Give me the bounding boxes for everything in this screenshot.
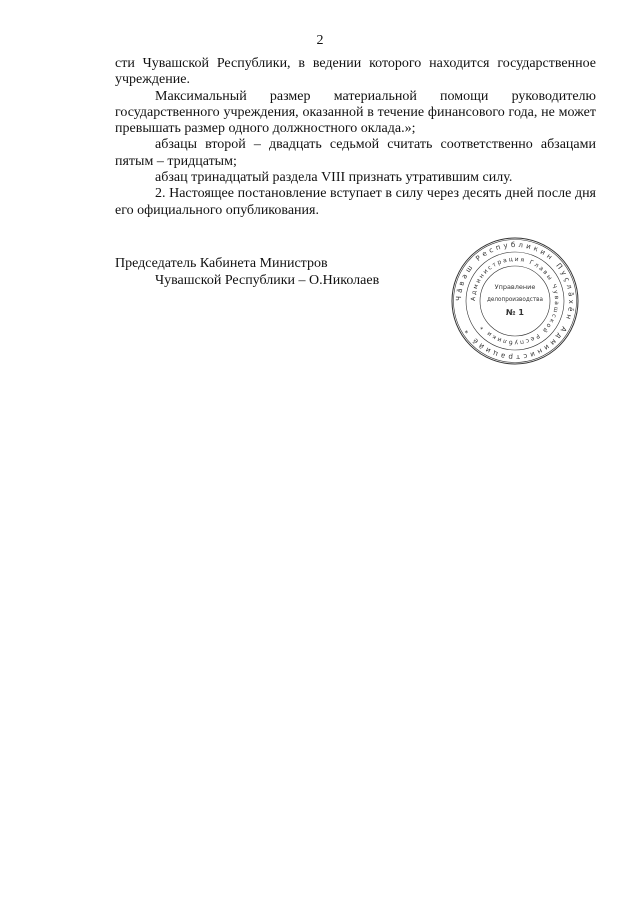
signature-title: Председатель Кабинета Министров	[115, 256, 328, 271]
paragraph: 2. Настоящее постановление вступает в силу через десять дней после дня его официального опубликования.	[115, 186, 596, 218]
paragraph: абзац тринадцатый раздела VIII признать утратившим силу.	[155, 170, 513, 186]
document-body	[115, 56, 596, 219]
stamp-inner-text: Администрация Главы Чувашской Республики *	[469, 255, 561, 347]
paragraph: сти Чувашской Республики, в ведении которого находится государственное учреждение.	[115, 56, 596, 88]
signature-name: Чувашской Республики – О.Николаев	[155, 273, 380, 288]
page-number: 2	[316, 33, 324, 48]
official-stamp	[450, 236, 580, 366]
stamp-center-line2: делопроизводства	[487, 296, 544, 303]
stamp-center-line3: № 1	[506, 308, 524, 317]
paragraph: абзацы второй – двадцать седьмой считать соответственно абзацами пятым – тридцатым;	[115, 137, 596, 169]
stamp-outer-text: Чăваш Республикин Пуçлăхĕн Администрацийĕ *	[454, 240, 576, 362]
paragraph: Максимальный размер материальной помощи руководителю государственного учреждения, оказанной в течение финансового года, не может превышать размер одного должностного оклада.»;	[115, 88, 596, 137]
stamp-center-line1: Управление	[494, 283, 536, 291]
